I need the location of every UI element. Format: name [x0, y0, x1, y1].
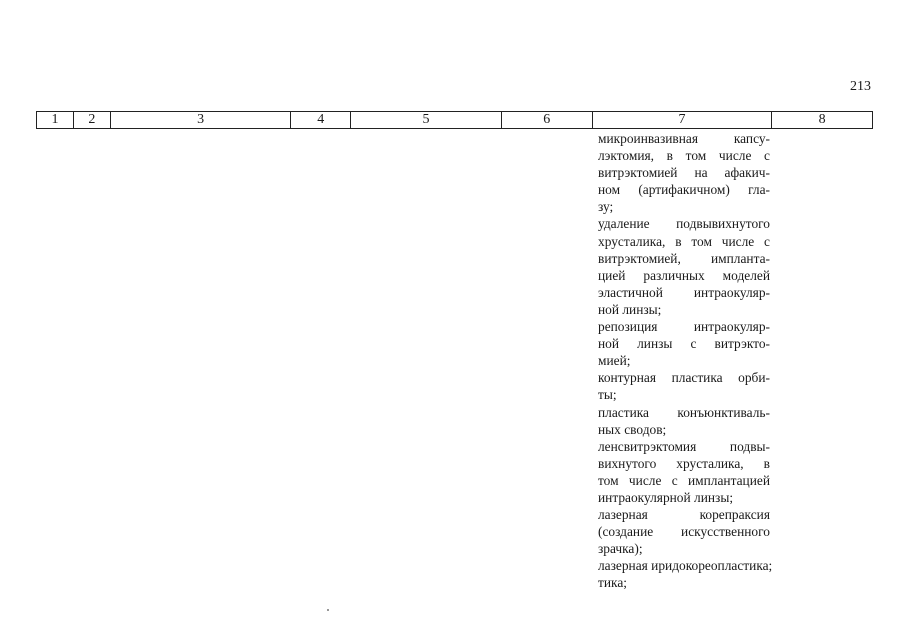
scan-speck: [327, 609, 329, 611]
text-line: ной линзы с витрэкто-: [598, 336, 770, 352]
text-line: мией;: [598, 353, 631, 369]
text-line: цией различных моделей: [598, 267, 770, 283]
text-line: ном (артифакичном) гла-: [598, 182, 770, 198]
text-line: зрачка);: [598, 541, 643, 557]
text-line: контурная пластика орби-: [598, 370, 770, 386]
text-line: вихнутого хрусталика, в: [598, 455, 770, 471]
text-line: лазерная иридокореопластика;: [598, 558, 773, 574]
text-line: ленсвитрэктомия подвы-: [598, 438, 770, 454]
text-line: лазерная корепраксия: [598, 507, 770, 523]
column-header-5: 5: [351, 112, 502, 128]
text-line: пластика конъюнктиваль-: [598, 404, 770, 420]
text-line: ты;: [598, 387, 617, 403]
text-line: (создание искусственного: [598, 524, 770, 540]
column-7-cell-text: [598, 130, 773, 592]
text-line: ной линзы;: [598, 301, 662, 317]
text-line: ных сводов;: [598, 421, 667, 437]
text-line: лэктомия, в том числе с: [598, 148, 770, 164]
text-line: удаление подвывихнутого: [598, 216, 770, 232]
text-line: витрэктомией, импланта-: [598, 250, 770, 266]
text-line: витрэктомией на афакич-: [598, 165, 770, 181]
column-header-2: 2: [74, 112, 111, 128]
text-line: том числе с имплантацией: [598, 472, 770, 488]
column-header-1: 1: [37, 112, 74, 128]
table-header-row: [36, 111, 873, 129]
text-line: эластичной интраокуляр-: [598, 284, 770, 300]
column-header-6: 6: [502, 112, 593, 128]
page-number: 213: [850, 79, 871, 94]
text-line: тика;: [598, 575, 627, 591]
text-line: микроинвазивная капсу-: [598, 131, 770, 146]
text-line: хрусталика, в том числе с: [598, 233, 770, 249]
text-line: интраокулярной линзы;: [598, 489, 734, 505]
column-header-3: 3: [111, 112, 292, 128]
column-header-8: 8: [818, 112, 826, 127]
column-header-4: 4: [291, 112, 351, 128]
column-header-7: 7: [593, 112, 773, 128]
text-line: репозиция интраокуляр-: [598, 319, 770, 335]
text-line: зу;: [598, 199, 614, 215]
